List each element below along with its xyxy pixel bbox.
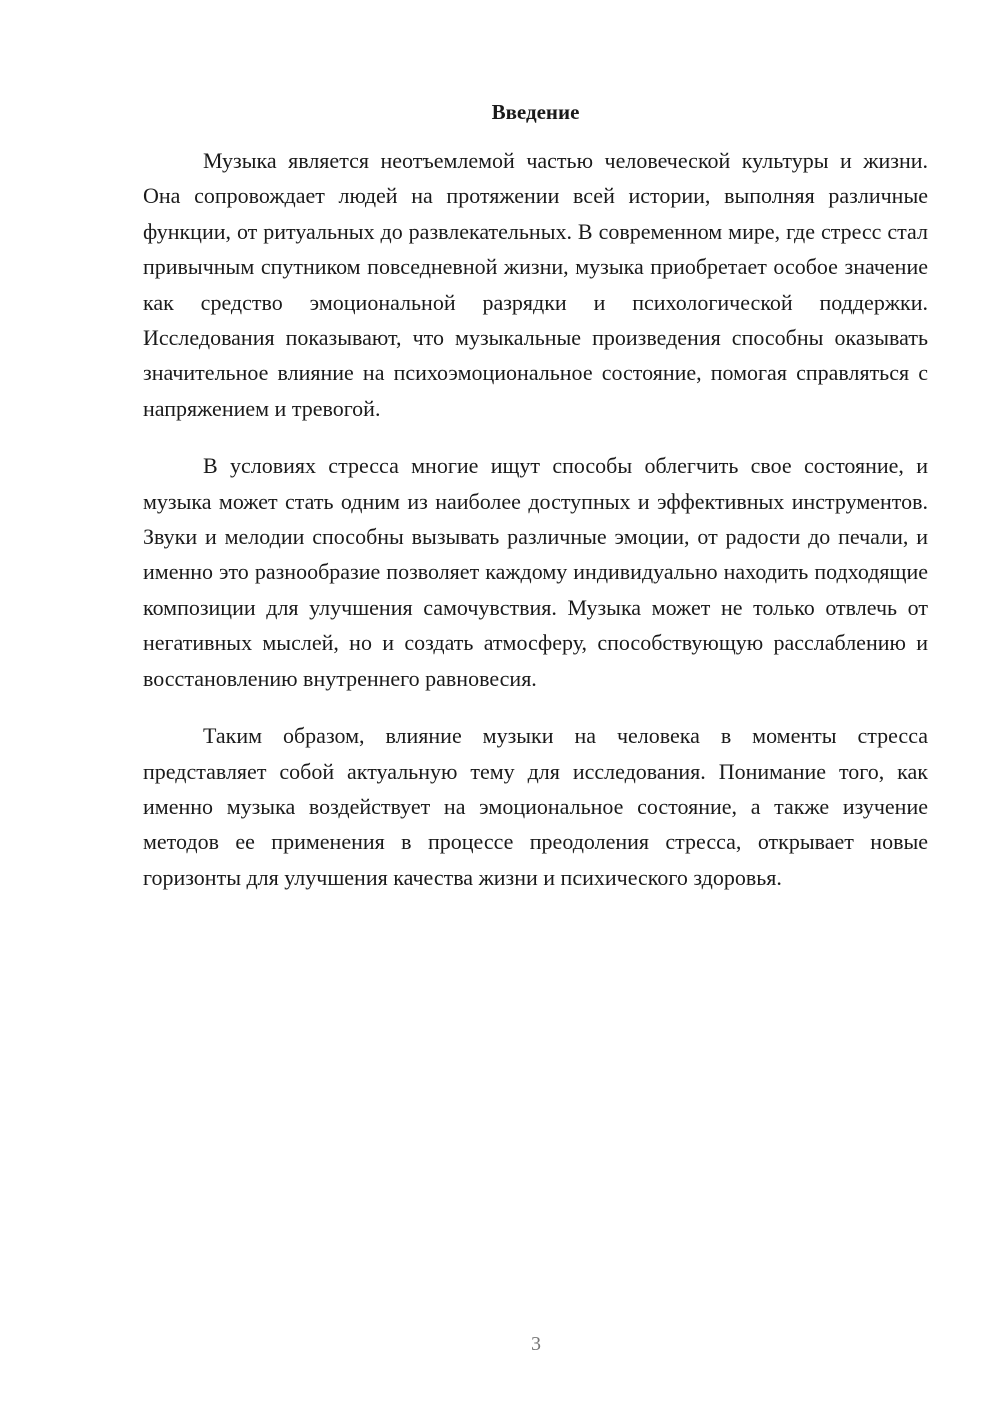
body-text (143, 143, 928, 917)
paragraph-2: В условиях стресса многие ищут способы облегчить свое состояние, и музыка может стать одним из наиболее доступных и эффективных инструментов. Звуки и мелодии способны вызывать различные эмоции, от радости до печали, и именно это разнообразие позволяет каждому индивидуально находить подходящие композиции для улучшения самочувствия. Музыка может не только отвлечь от негативных мыслей, но и создать атмосферу, способствующую расслаблению и восстановлению внутреннего равновесия. (143, 453, 928, 691)
paragraph-1: Музыка является неотъемлемой частью человеческой культуры и жизни. Она сопровождает людей на протяжении всей истории, выполняя различные функции, от ритуальных до развлекательных. В современном мире, где стресс стал привычным спутником повседневной жизни, музыка приобретает особое значение как средство эмоциональной разрядки и психологической поддержки. Исследования показывают, что музыкальные произведения способны оказывать значительное влияние на психоэмоциональное состояние, помогая справляться с напряжением и тревогой. (143, 148, 928, 421)
paragraph-3: Таким образом, влияние музыки на человека в моменты стресса представляет собой актуальную тему для исследования. Понимание того, как именно музыка воздействует на эмоциональное состояние, а также изучение методов ее применения в процессе преодоления стресса, открывает новые горизонты для улучшения качества жизни и психического здоровья. (143, 723, 928, 890)
page-number: 3 (531, 1333, 541, 1355)
section-title: Введение (491, 100, 580, 124)
